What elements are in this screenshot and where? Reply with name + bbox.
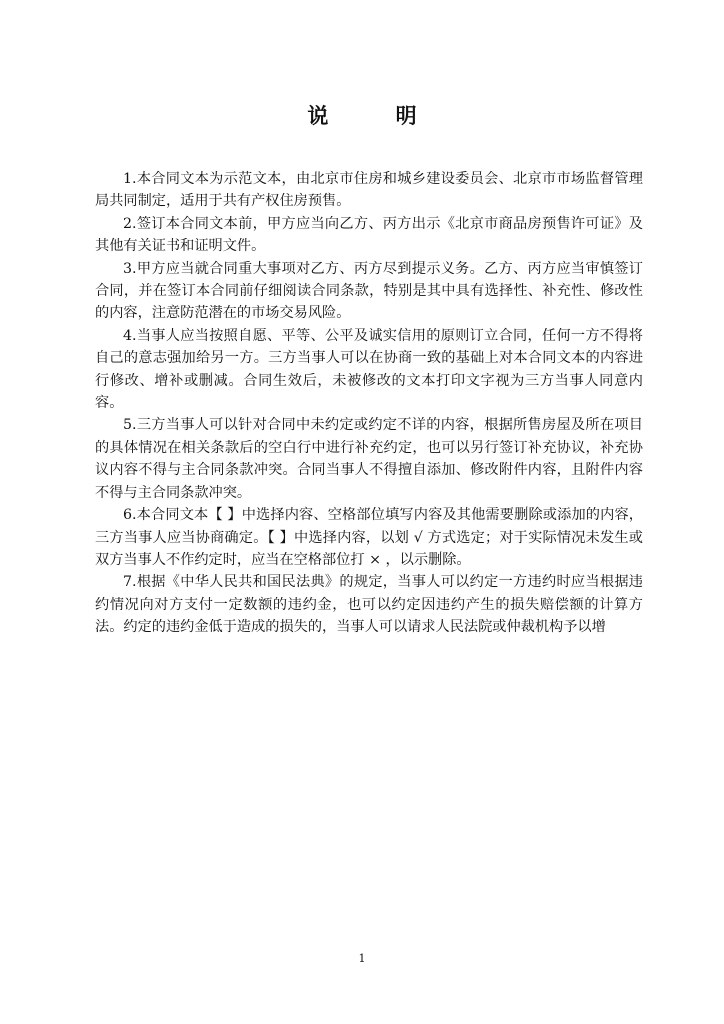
instructions-body: [95, 168, 643, 639]
instruction-paragraph-7: 7.根据《中华人民共和国民法典》的规定，当事人可以约定一方违约时应当根据违约情况向对方支付一定数额的违约金，也可以约定因违约产生的损失赔偿额的计算方法。约定的违约金低于造成的损失的，当事人可以请求人民法院或仲裁机构予以增: [95, 574, 643, 636]
instruction-paragraph-2: 2.签订本合同文本前，甲方应当向乙方、丙方出示《北京市商品房预售许可证》及其他有关证书和证明文件。: [95, 215, 643, 255]
instruction-paragraph-4: 4.当事人应当按照自愿、平等、公平及诚实信用的原则订立合同，任何一方不得将自己的意志强加给另一方。三方当事人可以在协商一致的基础上对本合同文本的内容进行修改、增补或删减。合同生效后，未被修改的文本打印文字视为三方当事人同意内容。: [95, 327, 643, 412]
instruction-paragraph-5: 5.三方当事人可以针对合同中未约定或约定不详的内容，根据所售房屋及所在项目的具体情况在相关条款后的空白行中进行补充约定，也可以另行签订补充协议，补充协议内容不得与主合同条款冲突。合同当事人不得擅自添加、修改附件内容，且附件内容不得与主合同条款冲突。: [95, 417, 643, 501]
page-number: 1: [358, 952, 366, 965]
instruction-paragraph-1: 1.本合同文本为示范文本，由北京市住房和城乡建设委员会、北京市市场监督管理局共同制定，适用于共有产权住房预售。: [95, 171, 643, 210]
instruction-paragraph-3: 3.甲方应当就合同重大事项对乙方、丙方尽到提示义务。乙方、丙方应当审慎签订合同，并在签订本合同前仔细阅读合同条款，特别是其中具有选择性、补充性、修改性的内容，注意防范潜在的市场交易风险。: [95, 260, 643, 322]
page-title: 说 明: [307, 103, 447, 128]
instruction-paragraph-6: 6.本合同文本【 】中选择内容、空格部位填写内容及其他需要删除或添加的内容，三方当事人应当协商确定。【 】中选择内容，以划 √ 方式选定；对于实际情况未发生或双方当事人不作约定时，应当在空格部位打 × ，以示删除。: [95, 507, 643, 568]
